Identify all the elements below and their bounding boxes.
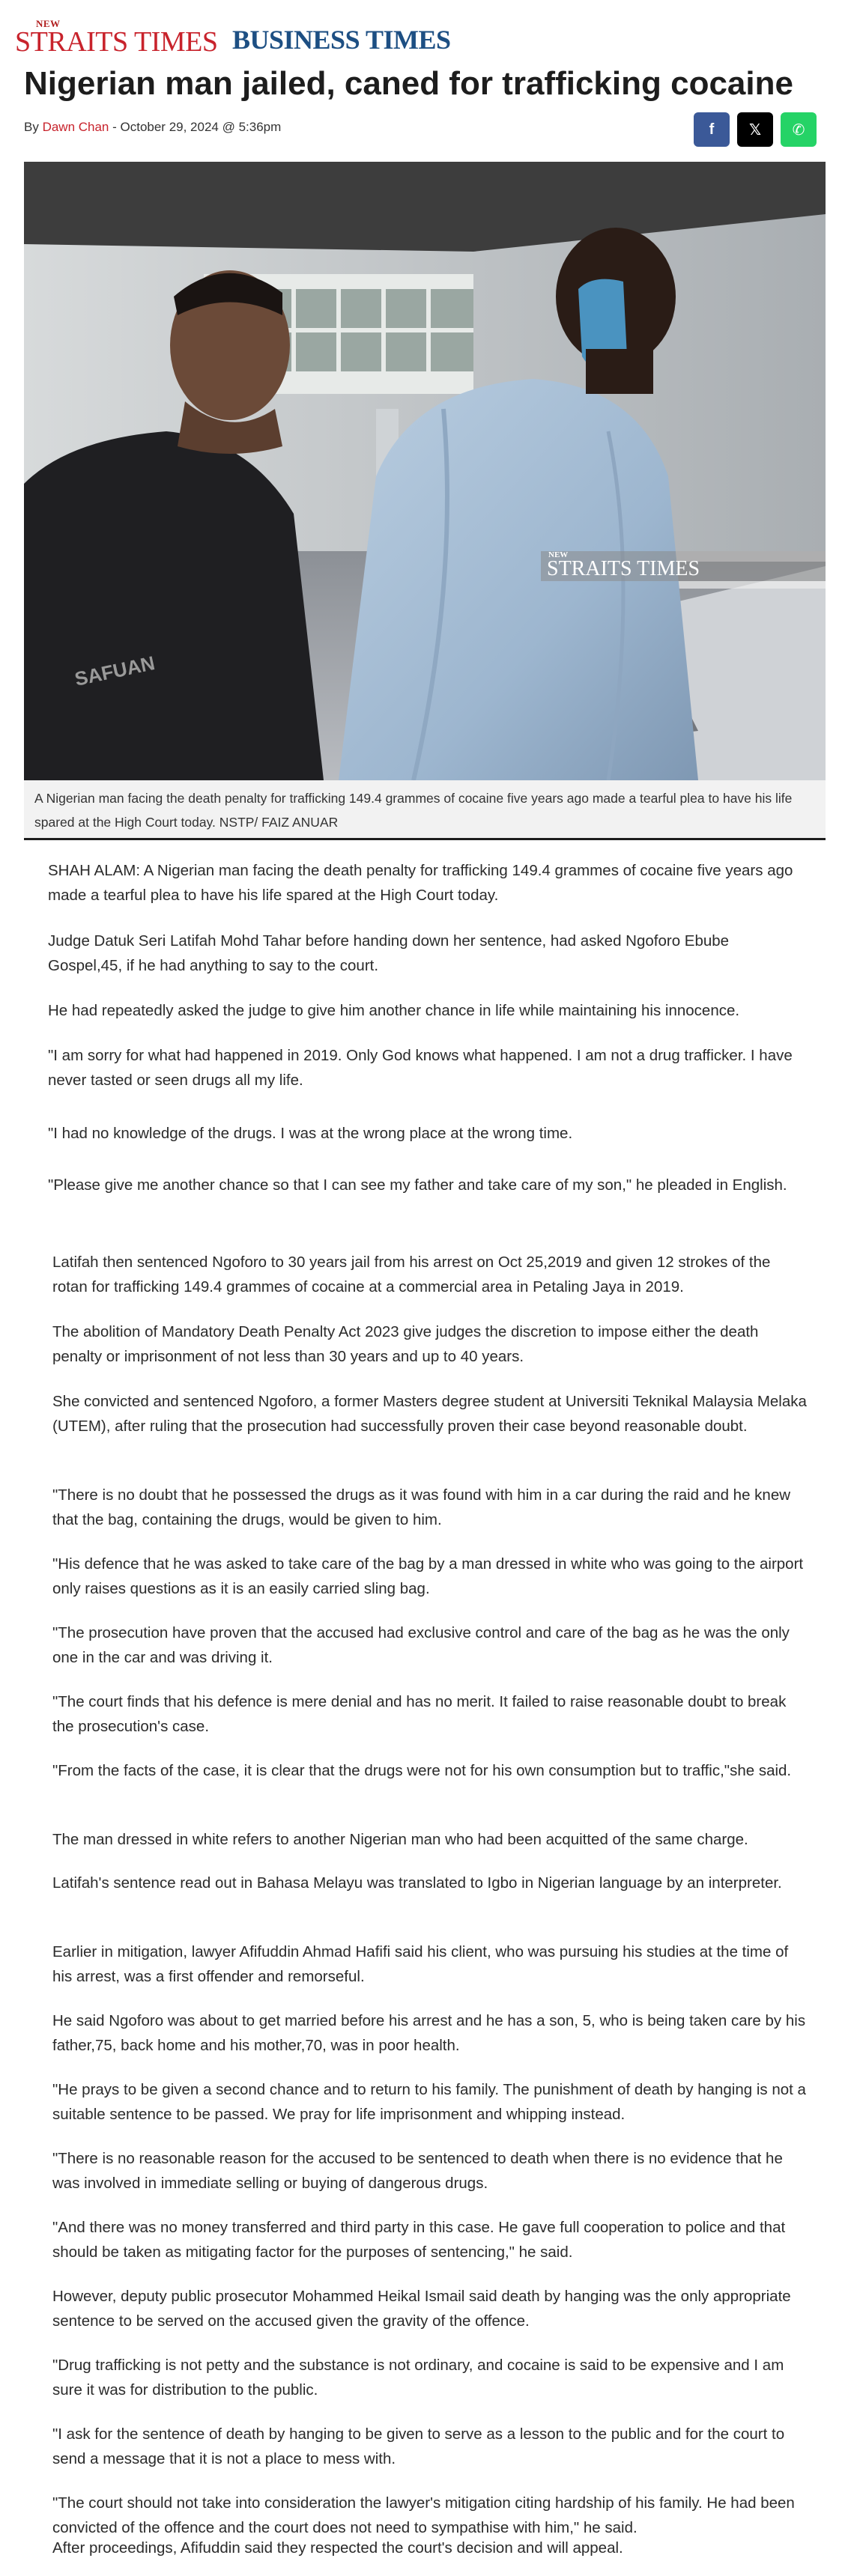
- article-paragraph: The abolition of Mandatory Death Penalty Act 2023 give judges the discretion to impose either the death penalty or imprisonment of not less than 30 years and up to 40 years.: [52, 1323, 759, 1365]
- byline-separator: -: [109, 120, 121, 134]
- article-paragraph: "Please give me another chance so that I can see my father and take care of my son," he pleaded in English.: [48, 1176, 787, 1194]
- article-paragraph: Latifah then sentenced Ngoforo to 30 years jail from his arrest on Oct 25,2019 and given 12 strokes of the rotan for trafficking 149.4 grammes of cocaine at a commercial area in Petaling Jaya in 2019.: [52, 1254, 771, 1295]
- x-icon: 𝕏: [748, 121, 762, 139]
- uniform-label: SAFUAN: [73, 651, 157, 690]
- article-paragraph: "He prays to be given a second chance and to return to his family. The punishment of death by hanging is not a suitable sentence to be passed. We pray for life imprisonment and whipping instead.: [52, 2081, 806, 2123]
- nst-logo-new: NEW: [36, 18, 61, 29]
- article-paragraph: "And there was no money transferred and third party in this case. He gave full cooperation to police and that should be taken as mitigating factor for the purposes of sentencing," he said.: [52, 2219, 786, 2261]
- article-paragraph: "I had no knowledge of the drugs. I was at the wrong place at the wrong time.: [48, 1125, 573, 1142]
- article-paragraph: "His defence that he was asked to take care of the bag by a man dressed in white who was going to the airport only raises questions as it is an easily carried sling bag.: [52, 1555, 804, 1597]
- whatsapp-icon: ✆: [792, 121, 805, 139]
- photo-illustration: [24, 162, 826, 780]
- article-paragraph: "I ask for the sentence of death by hanging to be given to serve as a lesson to the public and for the court to send a message that it is not a place to mess with.: [52, 2425, 785, 2467]
- article-title: Nigerian man jailed, caned for trafficking cocaine: [24, 65, 793, 102]
- byline-prefix: By: [24, 120, 43, 134]
- article-paragraph: "The court finds that his defence is mere denial and has no merit. It failed to raise reasonable doubt to break the prosecution's case.: [52, 1693, 787, 1735]
- article-photo: [24, 162, 826, 780]
- article-paragraph: The man dressed in white refers to another Nigerian man who had been acquitted of the same charge.: [52, 1831, 748, 1848]
- byline: [24, 120, 281, 135]
- article-paragraph: She convicted and sentenced Ngoforo, a former Masters degree student at Universiti Teknikal Malaysia Melaka (UTEM), after ruling that the prosecution had successfully proven their case beyond reasonable doubt.: [52, 1393, 807, 1435]
- nst-logo[interactable]: [15, 18, 225, 58]
- article-paragraph: Judge Datuk Seri Latifah Mohd Tahar before handing down her sentence, had asked Ngoforo Ebube Gospel,45, if he had anything to say to the court.: [48, 932, 730, 974]
- article-paragraph: He had repeatedly asked the judge to give him another chance in life while maintaining his innocence.: [48, 1002, 740, 1019]
- article-paragraph: "Drug trafficking is not petty and the substance is not ordinary, and cocaine is said to be expensive and I am sure it was for distribution to the public.: [52, 2357, 784, 2399]
- masthead: [15, 15, 464, 57]
- article-paragraph: "There is no doubt that he possessed the drugs as it was found with him in a car during the raid and he knew that the bag, containing the drugs, would be given to him.: [52, 1486, 791, 1528]
- article-paragraph: After proceedings, Afifuddin said they respected the court's decision and will appeal.: [52, 2539, 623, 2557]
- nst-logo-name: STRAITS TIMES: [15, 26, 218, 58]
- article-paragraph: "There is no reasonable reason for the accused to be sentenced to death when there is no evidence that he was involved in immediate selling or buying of dangerous drugs.: [52, 2150, 783, 2192]
- photo-watermark-new: NEW: [548, 550, 569, 559]
- article-paragraph: SHAH ALAM: A Nigerian man facing the death penalty for trafficking 149.4 grammes of cocaine five years ago made a tearful plea to have his life spared at the High Court today.: [48, 862, 793, 904]
- author-link[interactable]: Dawn Chan: [42, 120, 109, 134]
- article-paragraph: "The prosecution have proven that the accused had exclusive control and care of the bag as he was the only one in the car and was driving it.: [52, 1624, 790, 1666]
- article-paragraph: Earlier in mitigation, lawyer Afifuddin Ahmad Hafifi said his client, who was pursuing his studies at the time of his arrest, was a first offender and remorseful.: [52, 1943, 789, 1985]
- facebook-icon: f: [709, 121, 715, 138]
- article-paragraph: However, deputy public prosecutor Mohammed Heikal Ismail said death by hanging was the only appropriate sentence to be served on the accused given the gravity of the offence.: [52, 2288, 791, 2330]
- facebook-share-button[interactable]: [694, 112, 730, 147]
- bt-logo[interactable]: BUSINESS TIMES: [232, 25, 451, 55]
- article-paragraph: "I am sorry for what had happened in 2019. Only God knows what happened. I am not a drug trafficker. I have never tasted or seen drugs all my life.: [48, 1047, 793, 1089]
- article-paragraph: "From the facts of the case, it is clear that the drugs were not for his own consumption but to traffic,"she said.: [52, 1762, 792, 1779]
- publish-date: October 29, 2024 @ 5:36pm: [120, 120, 282, 134]
- article-paragraph: Latifah's sentence read out in Bahasa Melayu was translated to Igbo in Nigerian language by an interpreter.: [52, 1874, 782, 1892]
- photo-watermark-name: STRAITS TIMES: [547, 557, 700, 580]
- article-paragraph: He said Ngoforo was about to get married before his arrest and he has a son, 5, who is being taken care by his father,75, back home and his mother,70, was in poor health.: [52, 2012, 806, 2054]
- photo-caption: A Nigerian man facing the death penalty for trafficking 149.4 grammes of cocaine five years ago made a tearful plea to have his life spared at the High Court today. NSTP/ FAIZ ANUAR: [24, 780, 826, 840]
- article-paragraph: "The court should not take into consideration the lawyer's mitigation citing hardship of his family. He had been convicted of the offence and the court does not need to sympathise with him," he said.: [52, 2494, 795, 2536]
- x-share-button[interactable]: [737, 112, 773, 147]
- whatsapp-share-button[interactable]: [781, 112, 817, 147]
